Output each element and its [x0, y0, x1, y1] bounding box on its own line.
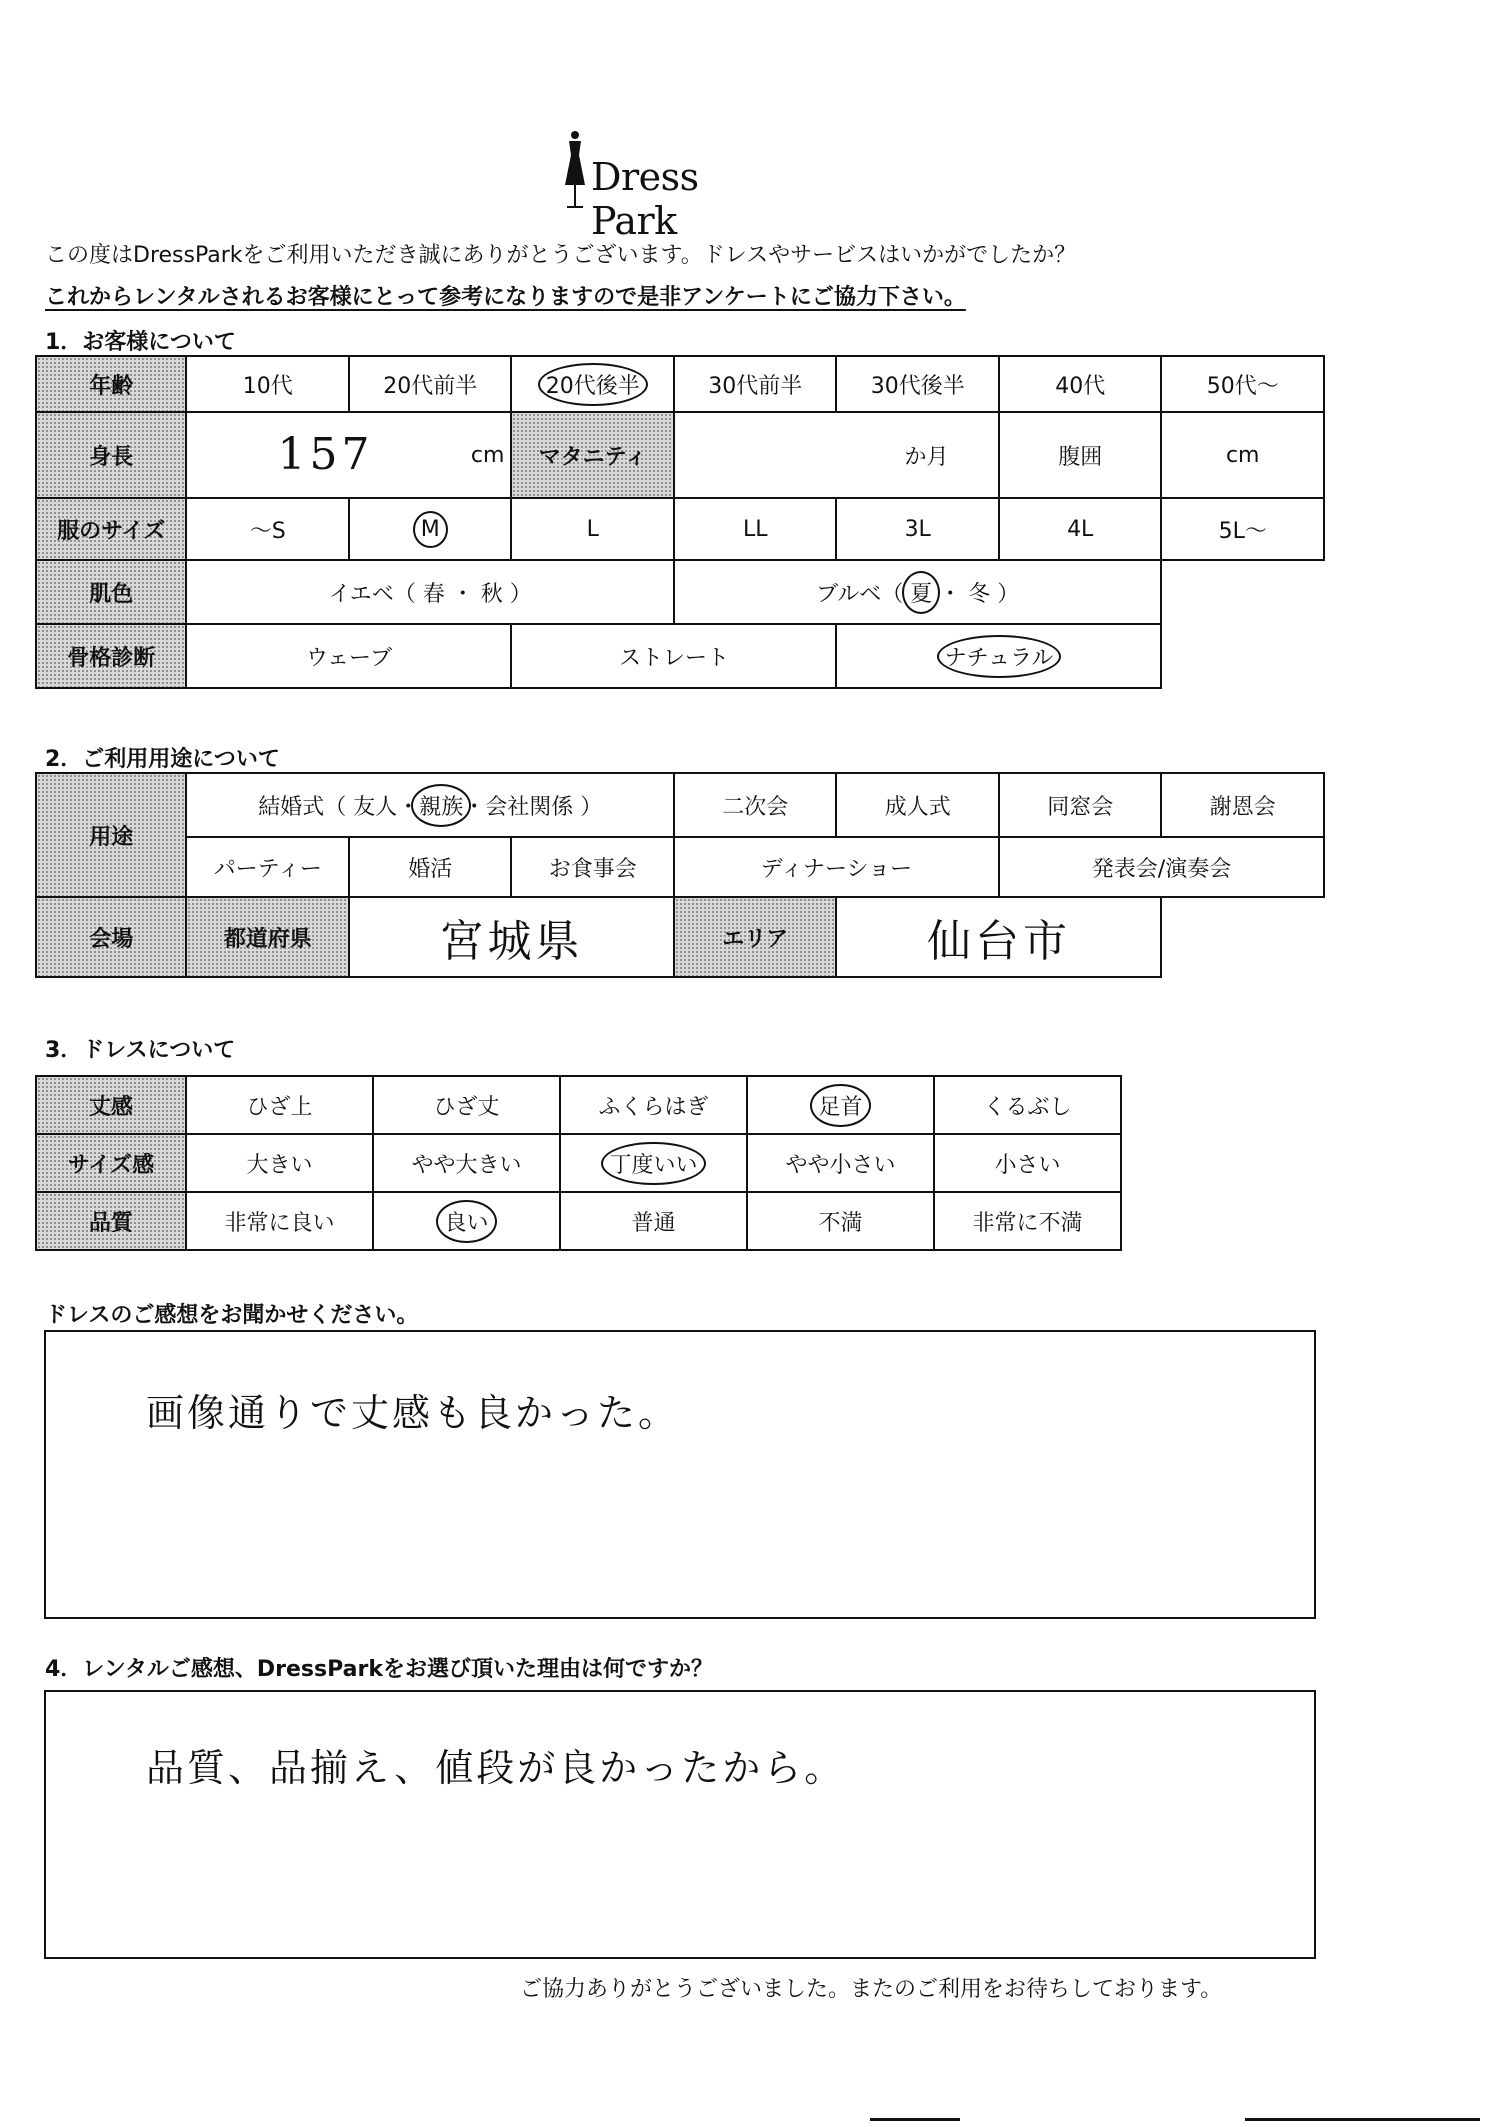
footer-thanks: ご協力ありがとうございました。またのご利用をお待ちしております。: [520, 1977, 1223, 2002]
fit-option[interactable]: 小さい: [934, 1134, 1121, 1192]
skin-blue-prefix: ブルベ（: [816, 581, 904, 607]
waist-label: 腹囲: [999, 412, 1162, 498]
impression-answer: 画像通りで丈感も良かった。: [146, 1391, 680, 1435]
wedding-suffix: ・会社関係 ）: [463, 794, 603, 820]
purpose-row-1: [36, 773, 1324, 837]
fit-option[interactable]: やや小さい: [747, 1134, 934, 1192]
skin-blue-option[interactable]: [674, 560, 1162, 624]
venue-row: [36, 897, 1324, 977]
quality-option[interactable]: 普通: [560, 1192, 747, 1250]
size-option[interactable]: 4L: [999, 498, 1162, 560]
quality-option[interactable]: 不満: [747, 1192, 934, 1250]
intro-line-2: これからレンタルされるお客様にとって参考になりますので是非アンケートにご協力下さい。: [45, 285, 966, 310]
height-row: [36, 412, 1324, 498]
waist-unit[interactable]: cm: [1161, 412, 1324, 498]
selection-circle: 足首: [818, 1090, 862, 1121]
size-option[interactable]: L: [511, 498, 674, 560]
age-row: [36, 356, 1324, 412]
size-option[interactable]: 5L～: [1161, 498, 1324, 560]
purpose-option[interactable]: 発表会/演奏会: [999, 837, 1324, 897]
selection-circle: ナチュラル: [945, 641, 1054, 672]
usage-table: [35, 772, 1325, 978]
reason-textarea[interactable]: [44, 1690, 1316, 1959]
length-option[interactable]: ふくらはぎ: [560, 1076, 747, 1134]
age-option-selected[interactable]: [511, 356, 674, 412]
height-label: 身長: [36, 412, 186, 498]
maternity-label: マタニティ: [511, 412, 674, 498]
height-value: 157: [277, 429, 374, 480]
wedding-prefix: 結婚式（ 友人・: [258, 794, 420, 820]
fit-option[interactable]: 大きい: [186, 1134, 373, 1192]
section-2-title: 2．ご利用用途について: [45, 747, 280, 772]
selection-circle: 夏: [910, 577, 932, 608]
logo-text: Dress Park: [591, 155, 699, 243]
empty-cell: [1161, 560, 1324, 624]
selection-circle: 親族: [419, 790, 463, 821]
purpose-option[interactable]: パーティー: [186, 837, 349, 897]
month-unit: か月: [904, 444, 949, 470]
height-unit: cm: [470, 443, 505, 468]
fit-label: サイズ感: [36, 1134, 186, 1192]
skeleton-option[interactable]: ウェーブ: [186, 624, 511, 688]
quality-row: [36, 1192, 1121, 1250]
dresspark-logo: [555, 125, 795, 243]
impression-textarea[interactable]: [44, 1330, 1316, 1619]
skeleton-option-selected[interactable]: [836, 624, 1161, 688]
skin-row: [36, 560, 1324, 624]
size-option[interactable]: LL: [674, 498, 837, 560]
length-option[interactable]: ひざ丈: [373, 1076, 560, 1134]
quality-label: 品質: [36, 1192, 186, 1250]
length-option-selected[interactable]: [747, 1076, 934, 1134]
selection-circle: 良い: [444, 1206, 488, 1237]
wedding-option[interactable]: [186, 773, 674, 837]
scan-mark: [870, 2118, 960, 2121]
scan-mark: [1245, 2118, 1480, 2121]
size-option[interactable]: ～S: [186, 498, 349, 560]
quality-option-selected[interactable]: [373, 1192, 560, 1250]
dress-icon: [555, 125, 595, 215]
selection-circle: 20代後半: [546, 369, 640, 400]
purpose-option[interactable]: 婚活: [349, 837, 512, 897]
length-option[interactable]: ひざ上: [186, 1076, 373, 1134]
area-label: エリア: [674, 897, 837, 977]
maternity-months-field[interactable]: [674, 412, 999, 498]
reason-answer: 品質、品揃え、値段が良かったから。: [146, 1746, 846, 1790]
intro-line-1: この度はDressParkをご利用いただき誠にありがとうございます。ドレスやサービスはいかがでしたか？: [45, 243, 1077, 268]
size-row: [36, 498, 1324, 560]
skin-yellow-option[interactable]: イエベ（ 春 ・ 秋 ）: [186, 560, 674, 624]
height-field[interactable]: [186, 412, 511, 498]
length-row: [36, 1076, 1121, 1134]
age-option[interactable]: 40代: [999, 356, 1162, 412]
purpose-option[interactable]: ディナーショー: [674, 837, 999, 897]
age-option[interactable]: 20代前半: [349, 356, 512, 412]
prefecture-value: 宮城県: [439, 916, 584, 967]
age-label: 年齢: [36, 356, 186, 412]
prefecture-field[interactable]: [349, 897, 674, 977]
fit-option[interactable]: やや大きい: [373, 1134, 560, 1192]
age-option[interactable]: 50代～: [1161, 356, 1324, 412]
purpose-option[interactable]: 同窓会: [999, 773, 1162, 837]
impression-prompt: ドレスのご感想をお聞かせください。: [45, 1303, 419, 1328]
size-option-selected[interactable]: [349, 498, 512, 560]
section-1-title: 1．お客様について: [45, 330, 236, 355]
area-field[interactable]: [836, 897, 1161, 977]
purpose-option[interactable]: お食事会: [511, 837, 674, 897]
quality-option[interactable]: 非常に良い: [186, 1192, 373, 1250]
selection-circle: M: [420, 516, 440, 542]
section-4-title: 4．レンタルご感想、DressParkをお選び頂いた理由は何ですか？: [45, 1657, 713, 1682]
fit-row: [36, 1134, 1121, 1192]
skin-blue-dot: ・: [939, 581, 962, 607]
fit-option-selected[interactable]: [560, 1134, 747, 1192]
customer-table: [35, 355, 1325, 689]
prefecture-label: 都道府県: [186, 897, 349, 977]
size-label: 服のサイズ: [36, 498, 186, 560]
age-option[interactable]: 30代前半: [674, 356, 837, 412]
purpose-option[interactable]: 二次会: [674, 773, 837, 837]
skeleton-row: [36, 624, 1324, 688]
dress-table: [35, 1075, 1122, 1251]
purpose-option[interactable]: 謝恩会: [1161, 773, 1324, 837]
empty-cell: [1161, 624, 1324, 688]
size-option[interactable]: 3L: [836, 498, 999, 560]
skin-blue-suffix: ）: [997, 581, 1020, 607]
age-option[interactable]: 10代: [186, 356, 349, 412]
skin-label: 肌色: [36, 560, 186, 624]
area-value: 仙台市: [926, 916, 1071, 967]
empty-cell: [1161, 897, 1324, 977]
age-option[interactable]: 30代後半: [836, 356, 999, 412]
skeleton-option[interactable]: ストレート: [511, 624, 836, 688]
selection-circle: 丁度いい: [609, 1148, 697, 1179]
venue-label: 会場: [36, 897, 186, 977]
purpose-option[interactable]: 成人式: [836, 773, 999, 837]
quality-option[interactable]: 非常に不満: [934, 1192, 1121, 1250]
length-option[interactable]: くるぶし: [934, 1076, 1121, 1134]
skin-blue-winter: 冬: [968, 581, 991, 607]
length-label: 丈感: [36, 1076, 186, 1134]
section-3-title: 3．ドレスについて: [45, 1038, 236, 1063]
purpose-label: 用途: [36, 773, 186, 897]
purpose-row-2: [36, 837, 1324, 897]
skeleton-label: 骨格診断: [36, 624, 186, 688]
